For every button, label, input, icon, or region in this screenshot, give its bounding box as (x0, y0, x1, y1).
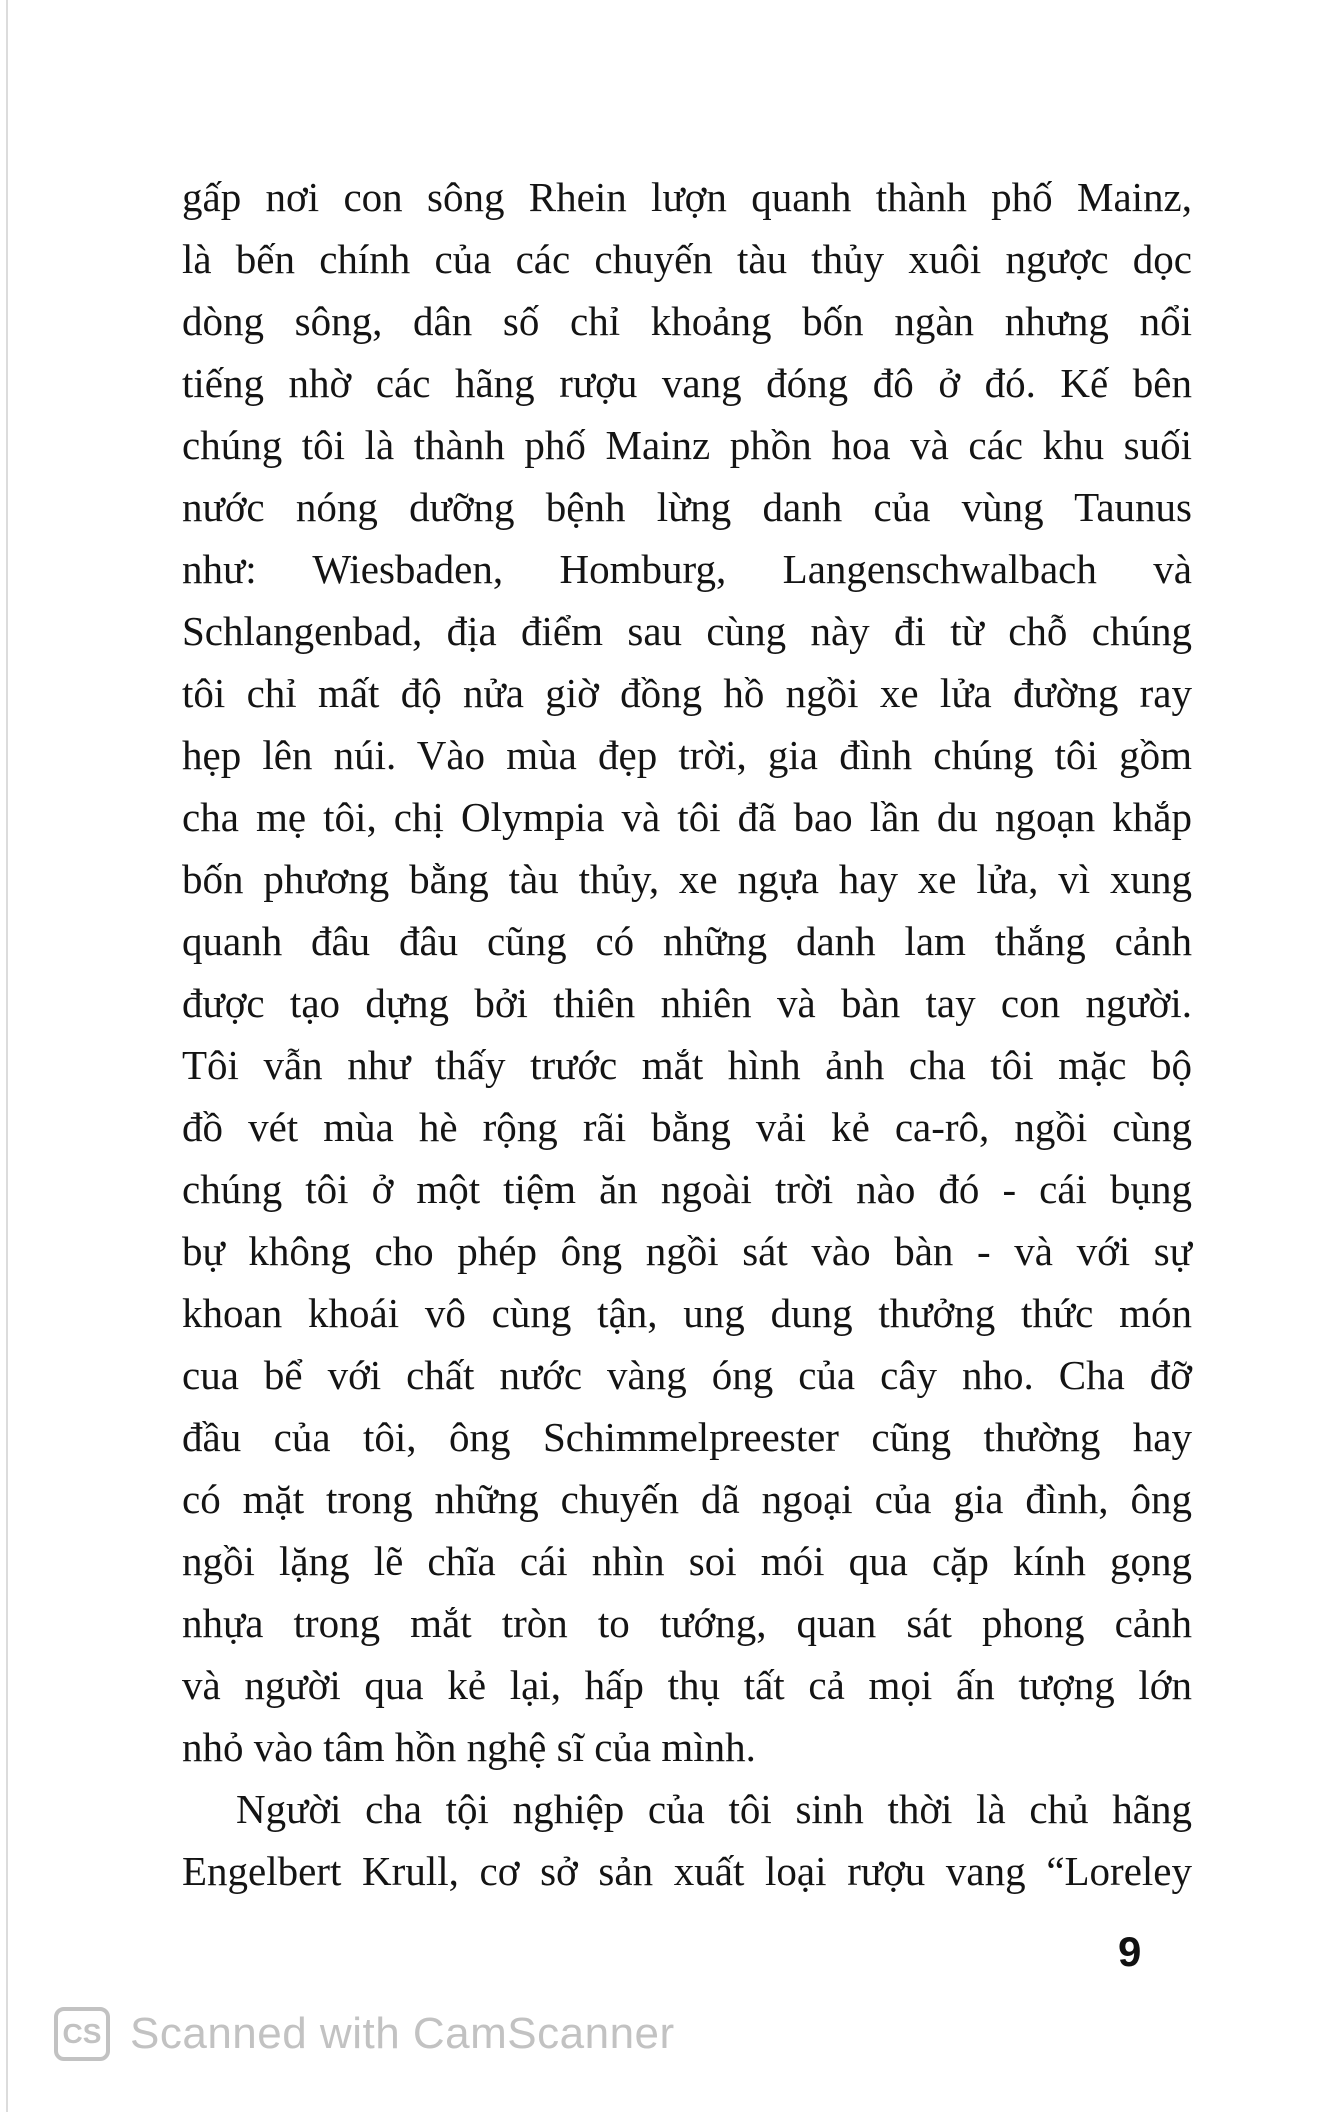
text-line: dòng sông, dân số chỉ khoảng bốn ngàn nhưng nổi (182, 298, 1192, 344)
watermark-text: Scanned with CamScanner (130, 2009, 675, 2058)
camscanner-watermark (54, 2004, 675, 2064)
text-line: được tạo dựng bởi thiên nhiên và bàn tay con người. (182, 980, 1192, 1026)
text-line: đầu của tôi, ông Schimmelpreester cũng thường hay (182, 1414, 1192, 1460)
text-line: tôi chỉ mất độ nửa giờ đồng hồ ngồi xe lửa đường ray (182, 670, 1192, 716)
text-line: có mặt trong những chuyến dã ngoại của gia đình, ông (182, 1476, 1192, 1522)
text-line: gấp nơi con sông Rhein lượn quanh thành phố Mainz, (182, 174, 1192, 220)
text-line: quanh đâu đâu cũng có những danh lam thắng cảnh (182, 918, 1192, 964)
text-line: Engelbert Krull, cơ sở sản xuất loại rượu vang “Loreley (182, 1848, 1192, 1894)
text-line: bốn phương bằng tàu thủy, xe ngựa hay xe lửa, vì xung (182, 856, 1192, 902)
text-line: hẹp lên núi. Vào mùa đẹp trời, gia đình chúng tôi gồm (182, 732, 1192, 778)
text-line: tiếng nhờ các hãng rượu vang đóng đô ở đó. Kế bên (182, 360, 1192, 406)
camscanner-logo-icon: CS (54, 2007, 110, 2061)
paragraph-1 (182, 166, 1192, 1778)
page-number: 9 (1118, 1928, 1142, 1975)
page-edge-shadow (6, 0, 8, 2112)
text-line: cha mẹ tôi, chị Olympia và tôi đã bao lần du ngoạn khắp (182, 794, 1192, 840)
text-line: khoan khoái vô cùng tận, ung dung thưởng thức món (182, 1290, 1192, 1336)
text-line: và người qua kẻ lại, hấp thụ tất cả mọi ấn tượng lớn (182, 1662, 1192, 1708)
book-page-text (182, 166, 1192, 1902)
text-line: Tôi vẫn như thấy trước mắt hình ảnh cha tôi mặc bộ (182, 1042, 1192, 1088)
text-line: nhựa trong mắt tròn to tướng, quan sát phong cảnh (182, 1600, 1192, 1646)
text-line: chúng tôi là thành phố Mainz phồn hoa và các khu suối (182, 422, 1192, 468)
text-line: nhỏ vào tâm hồn nghệ sĩ của mình. (182, 1724, 756, 1770)
text-line: bự không cho phép ông ngồi sát vào bàn - và với sự (182, 1228, 1192, 1274)
text-line: ngồi lặng lẽ chĩa cái nhìn soi mói qua cặp kính gọng (182, 1538, 1192, 1584)
paragraph-2 (182, 1778, 1192, 1902)
text-line: Người cha tội nghiệp của tôi sinh thời là chủ hãng (236, 1786, 1192, 1832)
text-line: chúng tôi ở một tiệm ăn ngoài trời nào đó - cái bụng (182, 1166, 1192, 1212)
text-line: như: Wiesbaden, Homburg, Langenschwalbach và (182, 546, 1192, 592)
text-line: là bến chính của các chuyến tàu thủy xuôi ngược dọc (182, 236, 1192, 282)
text-line: nước nóng dưỡng bệnh lừng danh của vùng Taunus (182, 484, 1192, 530)
text-line: Schlangenbad, địa điểm sau cùng này đi từ chỗ chúng (182, 608, 1192, 654)
text-line: đồ vét mùa hè rộng rãi bằng vải kẻ ca-rô, ngồi cùng (182, 1104, 1192, 1150)
text-line: cua bể với chất nước vàng óng của cây nho. Cha đỡ (182, 1352, 1192, 1398)
